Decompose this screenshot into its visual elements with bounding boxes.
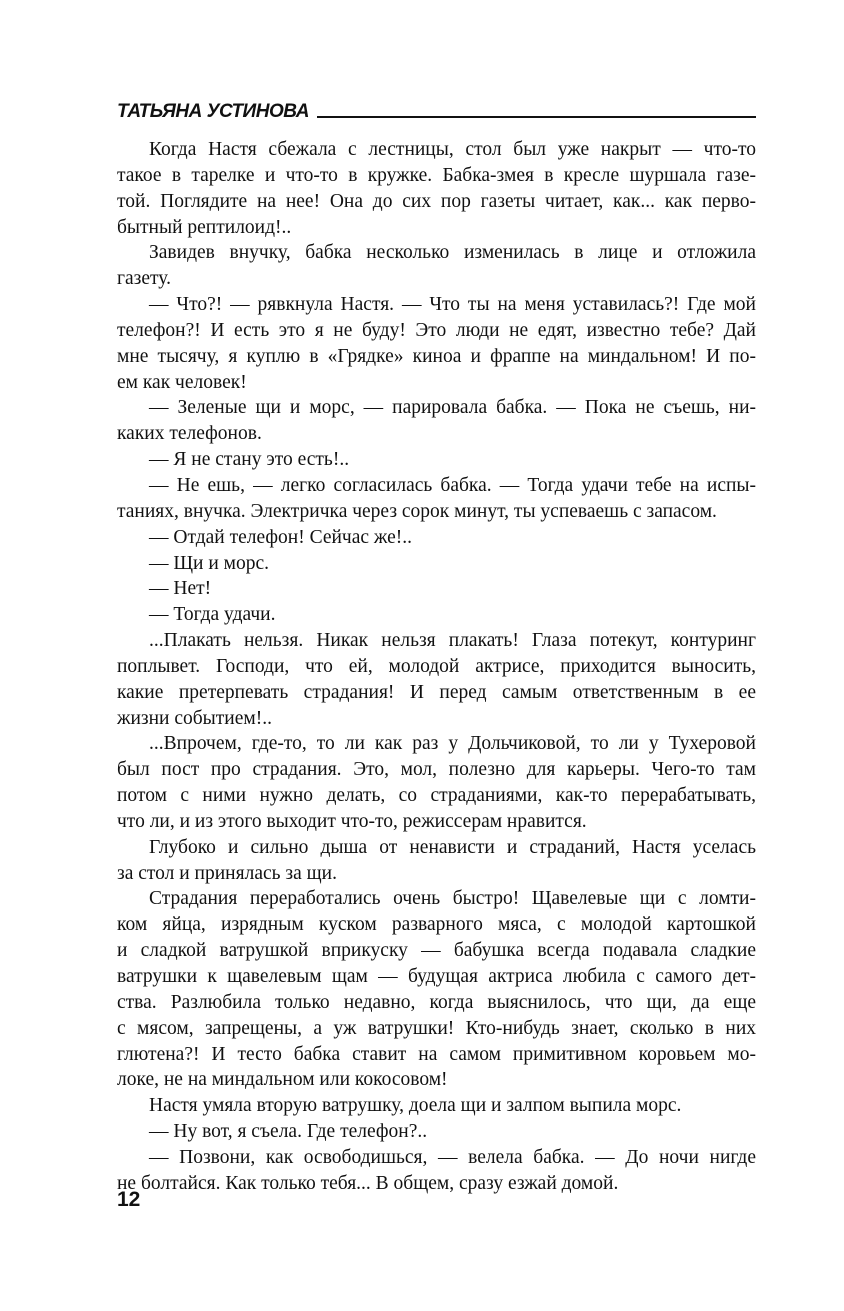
paragraph — [117, 292, 756, 395]
text-line: за стол и принялась за щи. — [117, 862, 337, 884]
text-line: — Щи и морс. — [149, 552, 270, 574]
text-line: — Зеленые щи и морс, — парировала бабка. — Пока не съешь, ни- — [149, 397, 756, 419]
paragraph — [117, 835, 756, 887]
text-line: — Позвони, как освободишься, — велела бабка. — До ночи нигде — [149, 1146, 756, 1168]
paragraph — [117, 731, 756, 834]
text-line: каких телефонов. — [117, 423, 262, 445]
text-line: какие претерпевать страдания! И перед самым ответственным в ее — [117, 681, 756, 703]
text-line: Глубоко и сильно дыша от ненависти и страданий, Настя уселась — [149, 836, 756, 858]
text-line: ...Плакать нельзя. Никак нельзя плакать! Глаза потекут, контуринг — [149, 630, 756, 652]
text-line: — Не ешь, — легко согласилась бабка. — Тогда удачи тебе на испы- — [149, 474, 756, 496]
body-text — [117, 137, 756, 1197]
text-line: таниях, внучка. Электричка через сорок минут, ты успеваешь с запасом. — [117, 500, 717, 522]
paragraph — [117, 551, 756, 577]
paragraph — [117, 525, 756, 551]
paragraph — [117, 576, 756, 602]
text-line: — Что?! — рявкнула Настя. — Что ты на меня уставилась?! Где мой — [149, 294, 756, 316]
text-line: такое в тарелке и что-то в кружке. Бабка-змея в кресле шуршала газе- — [117, 164, 756, 186]
text-line: жизни событием!.. — [117, 707, 272, 729]
text-line: поплывет. Господи, что ей, молодой актрисе, приходится выносить, — [117, 655, 756, 677]
paragraph — [117, 137, 756, 240]
text-line: глютена?! И тесто бабка ставит на самом примитивном коровьем мо- — [117, 1043, 756, 1065]
text-line: — Я не стану это есть!.. — [149, 449, 350, 471]
text-line: бытный рептилоид!.. — [117, 216, 292, 238]
text-line: что ли, и из этого выходит что-то, режиссерам нравится. — [117, 810, 587, 832]
paragraph — [117, 1093, 756, 1119]
paragraph — [117, 1119, 756, 1145]
text-line: ства. Разлюбила только недавно, когда выяснилось, что щи, да еще — [117, 991, 756, 1013]
text-line: Настя умяла вторую ватрушку, доела щи и залпом выпила морс. — [149, 1095, 682, 1117]
text-line: потом с ними нужно делать, со страданиями, как-то перерабатывать, — [117, 785, 756, 807]
text-line: ватрушки к щавелевым щам — будущая актриса любила с самого дет- — [117, 966, 756, 987]
running-header — [117, 97, 756, 123]
text-line: — Тогда удачи. — [149, 604, 276, 626]
text-line: газету. — [117, 268, 171, 290]
text-line: был пост про страдания. Это, мол, полезно для карьеры. Чего-то там — [117, 759, 756, 781]
paragraph — [117, 886, 756, 1093]
text-line: — Нет! — [149, 578, 212, 600]
header-rule — [317, 116, 756, 118]
text-line: телефон?! И есть это я не буду! Это люди не едят, известно тебе? Дай — [117, 319, 756, 341]
paragraph — [117, 1145, 756, 1197]
paragraph — [117, 628, 756, 731]
page-number: 12 — [117, 1188, 141, 1211]
paragraph — [117, 395, 756, 447]
paragraph — [117, 447, 756, 473]
text-line: Страдания переработались очень быстро! Щавелевые щи с ломти- — [149, 888, 756, 910]
paragraph — [117, 602, 756, 628]
text-line: с мясом, запрещены, а уж ватрушки! Кто-нибудь знает, сколько в них — [117, 1017, 756, 1039]
text-line: не болтайся. Как только тебя... В общем, сразу езжай домой. — [117, 1172, 619, 1194]
text-line: ...Впрочем, где-то, то ли как раз у Дольчиковой, то ли у Тухеровой — [149, 733, 756, 755]
text-line: той. Поглядите на нее! Она до сих пор газеты читает, как... как перво- — [117, 190, 756, 212]
text-line: и сладкой ватрушкой вприкуску — бабушка всегда подавала сладкие — [117, 940, 756, 962]
text-line: — Отдай телефон! Сейчас же!.. — [149, 526, 413, 548]
text-line: Когда Настя сбежала с лестницы, стол был уже накрыт — что-то — [149, 139, 756, 160]
text-line: мне тысячу, я куплю в «Грядке» киноа и фраппе на миндальном! И по- — [117, 345, 756, 367]
text-line: — Ну вот, я съела. Где телефон?.. — [149, 1121, 428, 1143]
paragraph — [117, 473, 756, 525]
text-line: локе, не на миндальном или кокосовом! — [117, 1069, 448, 1091]
text-line: Завидев внучку, бабка несколько изменилась в лице и отложила — [149, 242, 756, 264]
author-name: ТАТЬЯНА УСТИНОВА — [117, 101, 309, 122]
text-line: ем как человек! — [117, 371, 247, 393]
paragraph — [117, 240, 756, 292]
text-line: ком яйца, изрядным куском разварного мяса, с молодой картошкой — [117, 914, 756, 936]
